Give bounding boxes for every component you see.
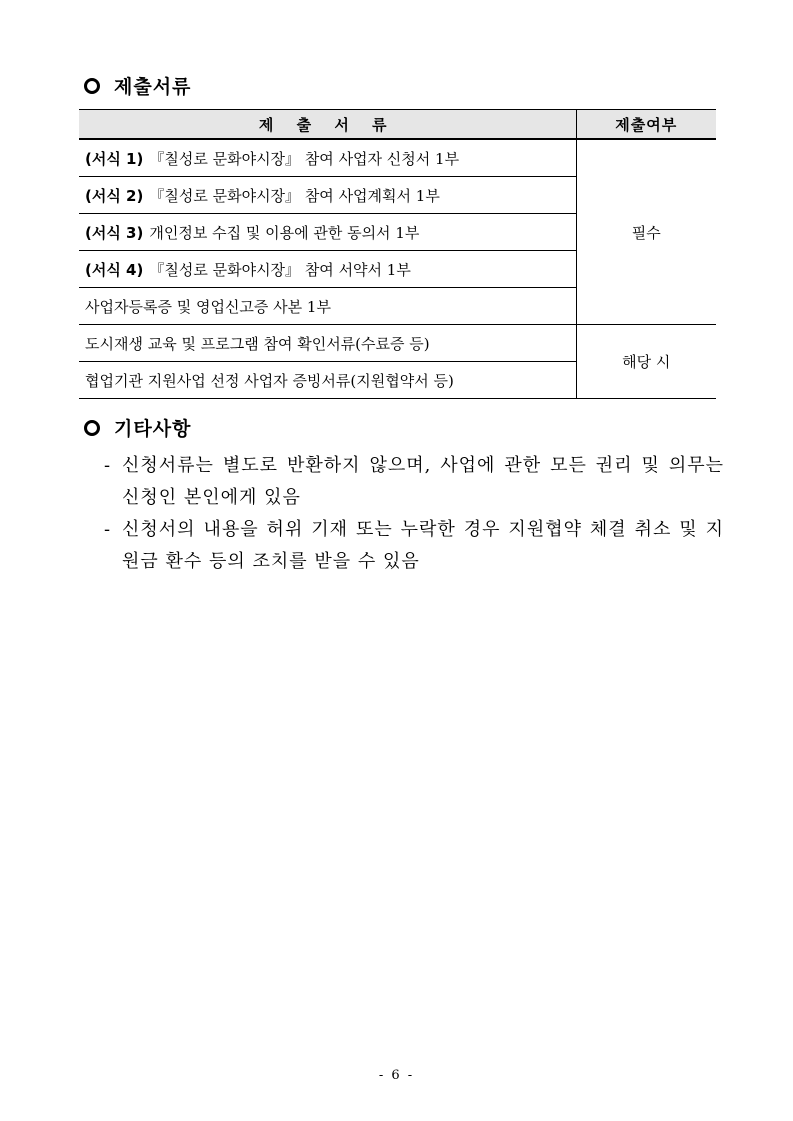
dash-marker: -	[104, 455, 112, 476]
document-cell	[79, 139, 576, 177]
required-cell: 필수	[576, 139, 716, 325]
list-item	[104, 514, 724, 578]
page-number: - 6 -	[378, 1068, 415, 1083]
section-title: 제출서류	[114, 76, 192, 98]
header-required: 제출여부	[576, 110, 716, 140]
table-row	[79, 139, 716, 177]
form-tag: (서식 4)	[85, 260, 144, 279]
circle-bullet-icon	[84, 420, 100, 436]
document-cell: 협업기관 지원사업 선정 사업자 증빙서류(지원협약서 등)	[79, 362, 576, 399]
note-text: 신청서의 내용을 허위 기재 또는 누락한 경우 지원협약 체결 취소 및 지원금 환수 등의 조치를 받을 수 있음	[122, 519, 724, 572]
document-cell: 도시재생 교육 및 프로그램 참여 확인서류(수료증 등)	[79, 325, 576, 362]
list-item	[104, 450, 724, 514]
header-documents: 제 출 서 류	[79, 110, 576, 140]
section-heading-notes	[84, 414, 191, 441]
section-title: 기타사항	[114, 418, 192, 440]
table-header-row	[79, 110, 716, 140]
section-heading-documents	[84, 72, 191, 99]
document-text: 『칠성로 문화야시장』 참여 사업계획서 1부	[149, 186, 440, 205]
document-text: 『칠성로 문화야시장』 참여 서약서 1부	[149, 260, 411, 279]
documents-table	[79, 109, 716, 399]
notes-list	[104, 450, 724, 578]
circle-bullet-icon	[84, 78, 100, 94]
dash-marker: -	[104, 519, 112, 540]
document-text: 개인정보 수집 및 이용에 관한 동의서 1부	[149, 223, 420, 242]
required-cell: 해당 시	[576, 325, 716, 399]
note-text: 신청서류는 별도로 반환하지 않으며, 사업에 관한 모든 권리 및 의무는 신청인 본인에게 있음	[122, 455, 724, 508]
form-tag: (서식 2)	[85, 186, 144, 205]
document-cell	[79, 251, 576, 288]
document-cell	[79, 214, 576, 251]
document-cell	[79, 177, 576, 214]
document-cell: 사업자등록증 및 영업신고증 사본 1부	[79, 288, 576, 325]
form-tag: (서식 3)	[85, 223, 144, 242]
table-row	[79, 325, 716, 362]
document-text: 『칠성로 문화야시장』 참여 사업자 신청서 1부	[149, 149, 460, 168]
form-tag: (서식 1)	[85, 149, 144, 168]
